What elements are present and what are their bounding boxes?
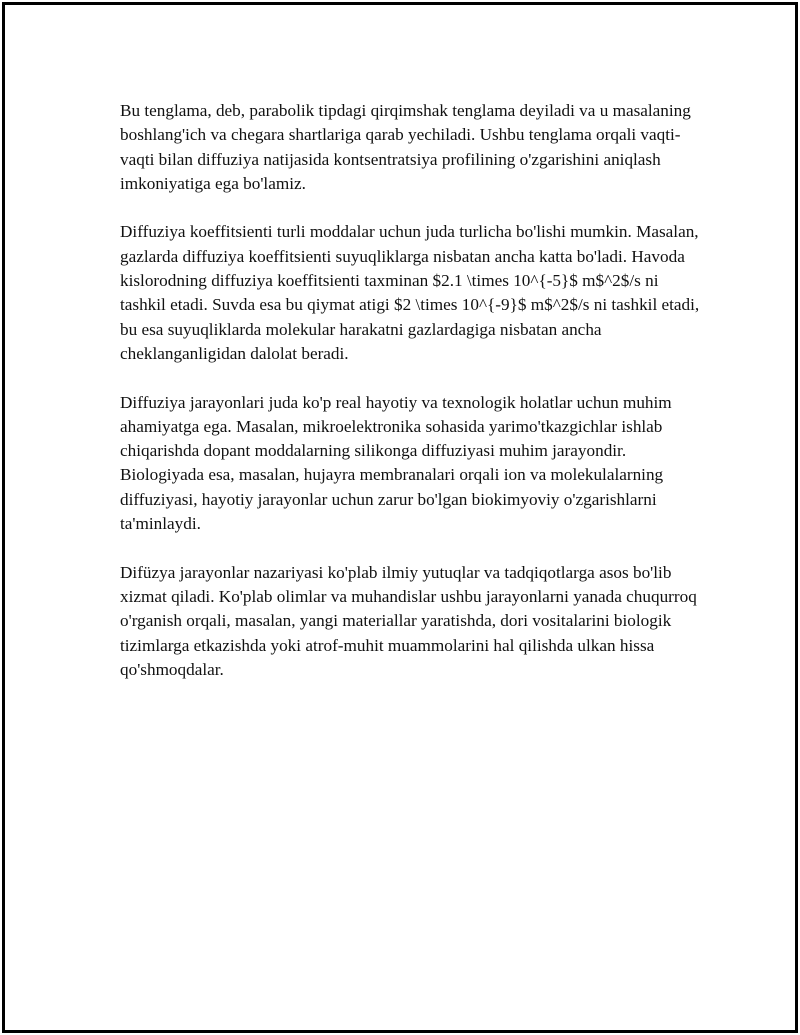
paragraph-1: Bu tenglama, deb, parabolik tipdagi qirqimshak tenglama deyiladi va u masalaning boshlang'ich va chegara shartlariga qarab yechiladi. Ushbu tenglama orqali vaqti-vaqti bilan diffuziya natijasida kontsentratsiya profilining o'zgarishini aniqlash imkoniyatiga ega bo'lamiz. xyxy=(120,101,691,193)
page-frame xyxy=(2,2,798,1033)
document-body xyxy=(120,99,700,706)
paragraph-3: Diffuziya jarayonlari juda ko'p real hayotiy va texnologik holatlar uchun muhim ahamiyatga ega. Masalan, mikroelektronika sohasida yarimo'tkazgichlar ishlab chiqarishda dopant moddalarning silikonga diffuziyasi muhim jarayondir. Biologiyada esa, masalan, hujayra membranalari orqali ion va molekulalarning diffuziyasi, hayotiy jarayonlar uchun zarur bo'lgan biokimyoviy o'zgarishlarni ta'minlaydi. xyxy=(120,392,672,534)
paragraph-4: Difüzya jarayonlar nazariyasi ko'plab ilmiy yutuqlar va tadqiqotlarga asos bo'lib xizmat qiladi. Ko'plab olimlar va muhandislar ushbu jarayonlarni yanada chuqurroq o'rganish orqali, masalan, yangi materiallar yaratishda, dori vositalarini biologik tizimlarga etkazishda yoki atrof-muhit muammolarini hal qilishda ulkan hissa qo'shmoqdalar. xyxy=(120,562,697,679)
paragraph-2: Diffuziya koeffitsienti turli moddalar uchun juda turlicha bo'lishi mumkin. Masalan, gazlarda diffuziya koeffitsienti suyuqliklarga nisbatan ancha katta bo'ladi. Havoda kislorodning diffuziya koeffitsienti taxminan $2.1 \times 10^{-5}$ m$^2$/s ni tashkil etadi. Suvda esa bu qiymat atigi $2 \times 10^{-9}$ m$^2$/s ni tashkil etadi, bu esa suyuqliklarda molekular harakatni gazlardagiga nisbatan ancha cheklanganligidan dalolat beradi. xyxy=(120,222,700,363)
